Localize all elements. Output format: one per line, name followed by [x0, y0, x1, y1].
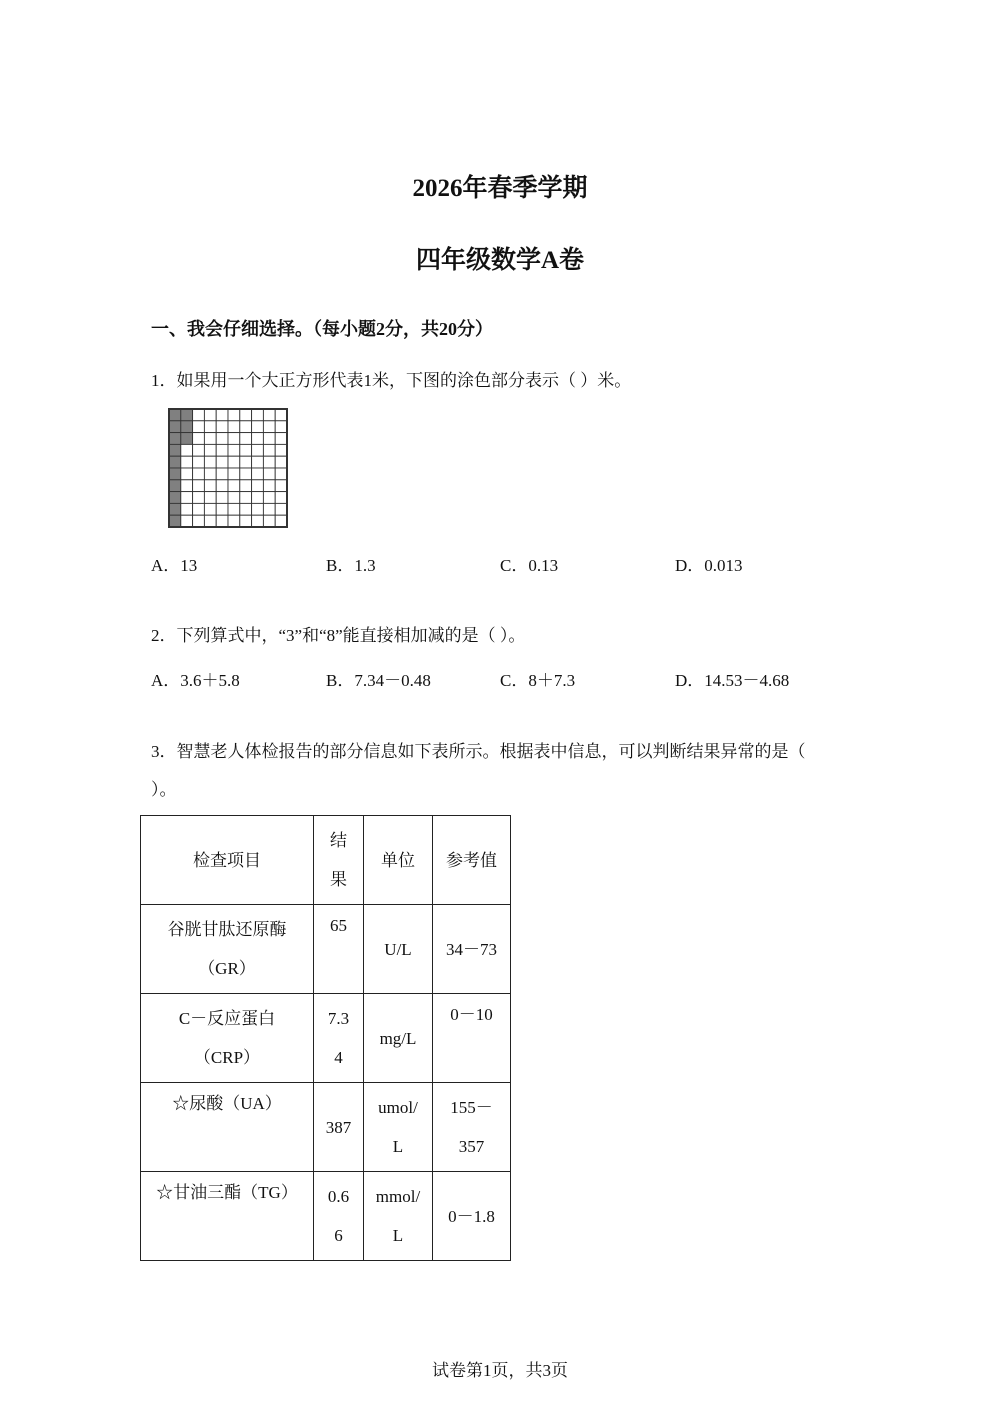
- grid-cell-shaded: [181, 421, 193, 433]
- grid-cell: [275, 515, 287, 527]
- grid-cell: [216, 503, 228, 515]
- grid-cell-shaded: [169, 515, 181, 527]
- grid-cell: [263, 409, 275, 421]
- grid-cell: [204, 480, 216, 492]
- table-row: [141, 994, 511, 1083]
- header-unit: 单位: [364, 816, 433, 905]
- grid-cell: [275, 409, 287, 421]
- grid-cell: [228, 503, 240, 515]
- grid-cell: [275, 492, 287, 504]
- cell-unit: umol/L: [364, 1083, 433, 1172]
- grid-cell-shaded: [169, 503, 181, 515]
- table-row: [141, 1172, 511, 1261]
- grid-cell: [240, 421, 252, 433]
- grid-cell: [216, 444, 228, 456]
- grid-cell: [240, 480, 252, 492]
- grid-cell: [228, 433, 240, 445]
- cell-unit: mg/L: [364, 994, 433, 1083]
- question-1-option-a[interactable]: A．13: [151, 556, 198, 575]
- grid-cell: [181, 468, 193, 480]
- grid-cell: [228, 456, 240, 468]
- grid-cell: [204, 444, 216, 456]
- grid-cell: [275, 480, 287, 492]
- health-report-table: [140, 815, 511, 1261]
- page-footer: 试卷第1页，共3页: [432, 1361, 568, 1380]
- grid-cell: [204, 409, 216, 421]
- cell-item: C－反应蛋白（CRP）: [141, 994, 314, 1083]
- grid-cell: [252, 468, 264, 480]
- grid-cell: [240, 456, 252, 468]
- grid-cell: [275, 421, 287, 433]
- cell-unit: mmol/L: [364, 1172, 433, 1261]
- grid-cell: [228, 444, 240, 456]
- cell-unit: U/L: [364, 905, 433, 994]
- grid-cell-shaded: [169, 444, 181, 456]
- grid-cell: [252, 433, 264, 445]
- table-header-row: [141, 816, 511, 905]
- grid-cell: [216, 515, 228, 527]
- grid-cell: [228, 492, 240, 504]
- grid-cell-shaded: [181, 433, 193, 445]
- grid-cell: [193, 468, 205, 480]
- grid-cell: [216, 480, 228, 492]
- cell-reference: 155－357: [433, 1083, 511, 1172]
- grid-cell-shaded: [169, 409, 181, 421]
- grid-cell: [240, 515, 252, 527]
- grid-cell-shaded: [169, 468, 181, 480]
- cell-result: 7.34: [314, 994, 364, 1083]
- grid-cell: [252, 480, 264, 492]
- grid-cell: [228, 480, 240, 492]
- grid-cell: [252, 421, 264, 433]
- question-2-option-c[interactable]: C．8＋7.3: [500, 671, 576, 690]
- question-1-option-b[interactable]: B．1.3: [326, 556, 376, 575]
- grid-cell: [275, 433, 287, 445]
- grid-cell: [181, 492, 193, 504]
- question-3-text-line2: ）。: [151, 780, 177, 799]
- grid-cell: [181, 456, 193, 468]
- grid-cell: [263, 421, 275, 433]
- grid-cell: [252, 515, 264, 527]
- cell-item: 谷胱甘肽还原酶（GR）: [141, 905, 314, 994]
- question-3-text-line1: 3．智慧老人体检报告的部分信息如下表所示。根据表中信息，可以判断结果异常的是（: [151, 742, 806, 761]
- question-1-option-d[interactable]: D．0.013: [675, 556, 743, 575]
- grid-cell: [263, 515, 275, 527]
- grid-cell: [181, 515, 193, 527]
- grid-cell: [181, 480, 193, 492]
- cell-reference: 0－10: [433, 994, 511, 1083]
- grid-cell: [228, 515, 240, 527]
- question-1-text: 1．如果用一个大正方形代表1米，下图的涂色部分表示（ ）米。: [151, 371, 632, 390]
- grid-cell: [263, 456, 275, 468]
- exam-subject-title: 四年级数学A卷: [415, 247, 585, 274]
- exam-term-title: 2026年春季学期: [412, 175, 588, 202]
- grid-cell: [263, 444, 275, 456]
- grid-cell: [216, 433, 228, 445]
- grid-cell: [204, 456, 216, 468]
- header-item: 检查项目: [141, 816, 314, 905]
- grid-cell: [263, 480, 275, 492]
- cell-reference: 34－73: [433, 905, 511, 994]
- grid-cell: [193, 492, 205, 504]
- grid-cell: [252, 444, 264, 456]
- cell-result: 65: [314, 905, 364, 994]
- grid-cell: [204, 492, 216, 504]
- table-row: [141, 1083, 511, 1172]
- grid-cell: [181, 444, 193, 456]
- grid-cell: [193, 433, 205, 445]
- grid-cell: [275, 503, 287, 515]
- grid-cell-shaded: [169, 433, 181, 445]
- grid-cell: [263, 433, 275, 445]
- grid-cell: [216, 468, 228, 480]
- grid-cell: [216, 456, 228, 468]
- grid-cell: [252, 503, 264, 515]
- grid-cell: [240, 492, 252, 504]
- cell-item: ☆甘油三酯（TG）: [141, 1172, 314, 1261]
- header-reference: 参考值: [433, 816, 511, 905]
- grid-cell: [275, 444, 287, 456]
- grid-cell: [193, 515, 205, 527]
- grid-cell: [204, 468, 216, 480]
- grid-cell-shaded: [169, 492, 181, 504]
- hundred-square-grid: [167, 407, 289, 529]
- grid-cell: [240, 409, 252, 421]
- grid-cell: [228, 409, 240, 421]
- grid-cell-shaded: [181, 409, 193, 421]
- grid-cell: [193, 421, 205, 433]
- grid-cell-shaded: [169, 421, 181, 433]
- grid-cell: [193, 480, 205, 492]
- question-1-option-c[interactable]: C．0.13: [500, 556, 559, 575]
- grid-cell: [263, 503, 275, 515]
- table-row: [141, 905, 511, 994]
- grid-cell-shaded: [169, 456, 181, 468]
- grid-cell: [204, 515, 216, 527]
- grid-cell: [181, 503, 193, 515]
- question-2-option-b[interactable]: B．7.34－0.48: [326, 671, 431, 690]
- grid-cell: [275, 456, 287, 468]
- cell-item: ☆尿酸（UA）: [141, 1083, 314, 1172]
- grid-cell: [193, 503, 205, 515]
- grid-cell: [216, 409, 228, 421]
- cell-result: 387: [314, 1083, 364, 1172]
- grid-cell: [228, 421, 240, 433]
- grid-cell: [275, 468, 287, 480]
- grid-cell: [240, 433, 252, 445]
- grid-cell: [252, 409, 264, 421]
- grid-cell: [228, 468, 240, 480]
- grid-cell: [240, 468, 252, 480]
- grid-cell: [252, 492, 264, 504]
- cell-result: 0.66: [314, 1172, 364, 1261]
- question-2-option-a[interactable]: A．3.6＋5.8: [151, 671, 240, 690]
- grid-cell: [252, 456, 264, 468]
- grid-cell: [204, 433, 216, 445]
- grid-cell: [240, 444, 252, 456]
- grid-cell: [216, 492, 228, 504]
- question-1-grid-figure: [167, 407, 289, 534]
- section-heading: 一、我会仔细选择。（每小题2分，共20分）: [151, 319, 493, 339]
- header-result: 结果: [314, 816, 364, 905]
- grid-cell: [240, 503, 252, 515]
- grid-cell: [193, 456, 205, 468]
- grid-cell: [204, 421, 216, 433]
- grid-cell: [263, 468, 275, 480]
- grid-cell-shaded: [169, 480, 181, 492]
- grid-cell: [263, 492, 275, 504]
- cell-reference: 0－1.8: [433, 1172, 511, 1261]
- question-2-text: 2．下列算式中，“3”和“8”能直接相加减的是（ ）。: [151, 626, 526, 645]
- grid-cell: [193, 409, 205, 421]
- question-2-option-d[interactable]: D．14.53－4.68: [675, 671, 790, 690]
- grid-cell: [204, 503, 216, 515]
- grid-cell: [216, 421, 228, 433]
- grid-cell: [193, 444, 205, 456]
